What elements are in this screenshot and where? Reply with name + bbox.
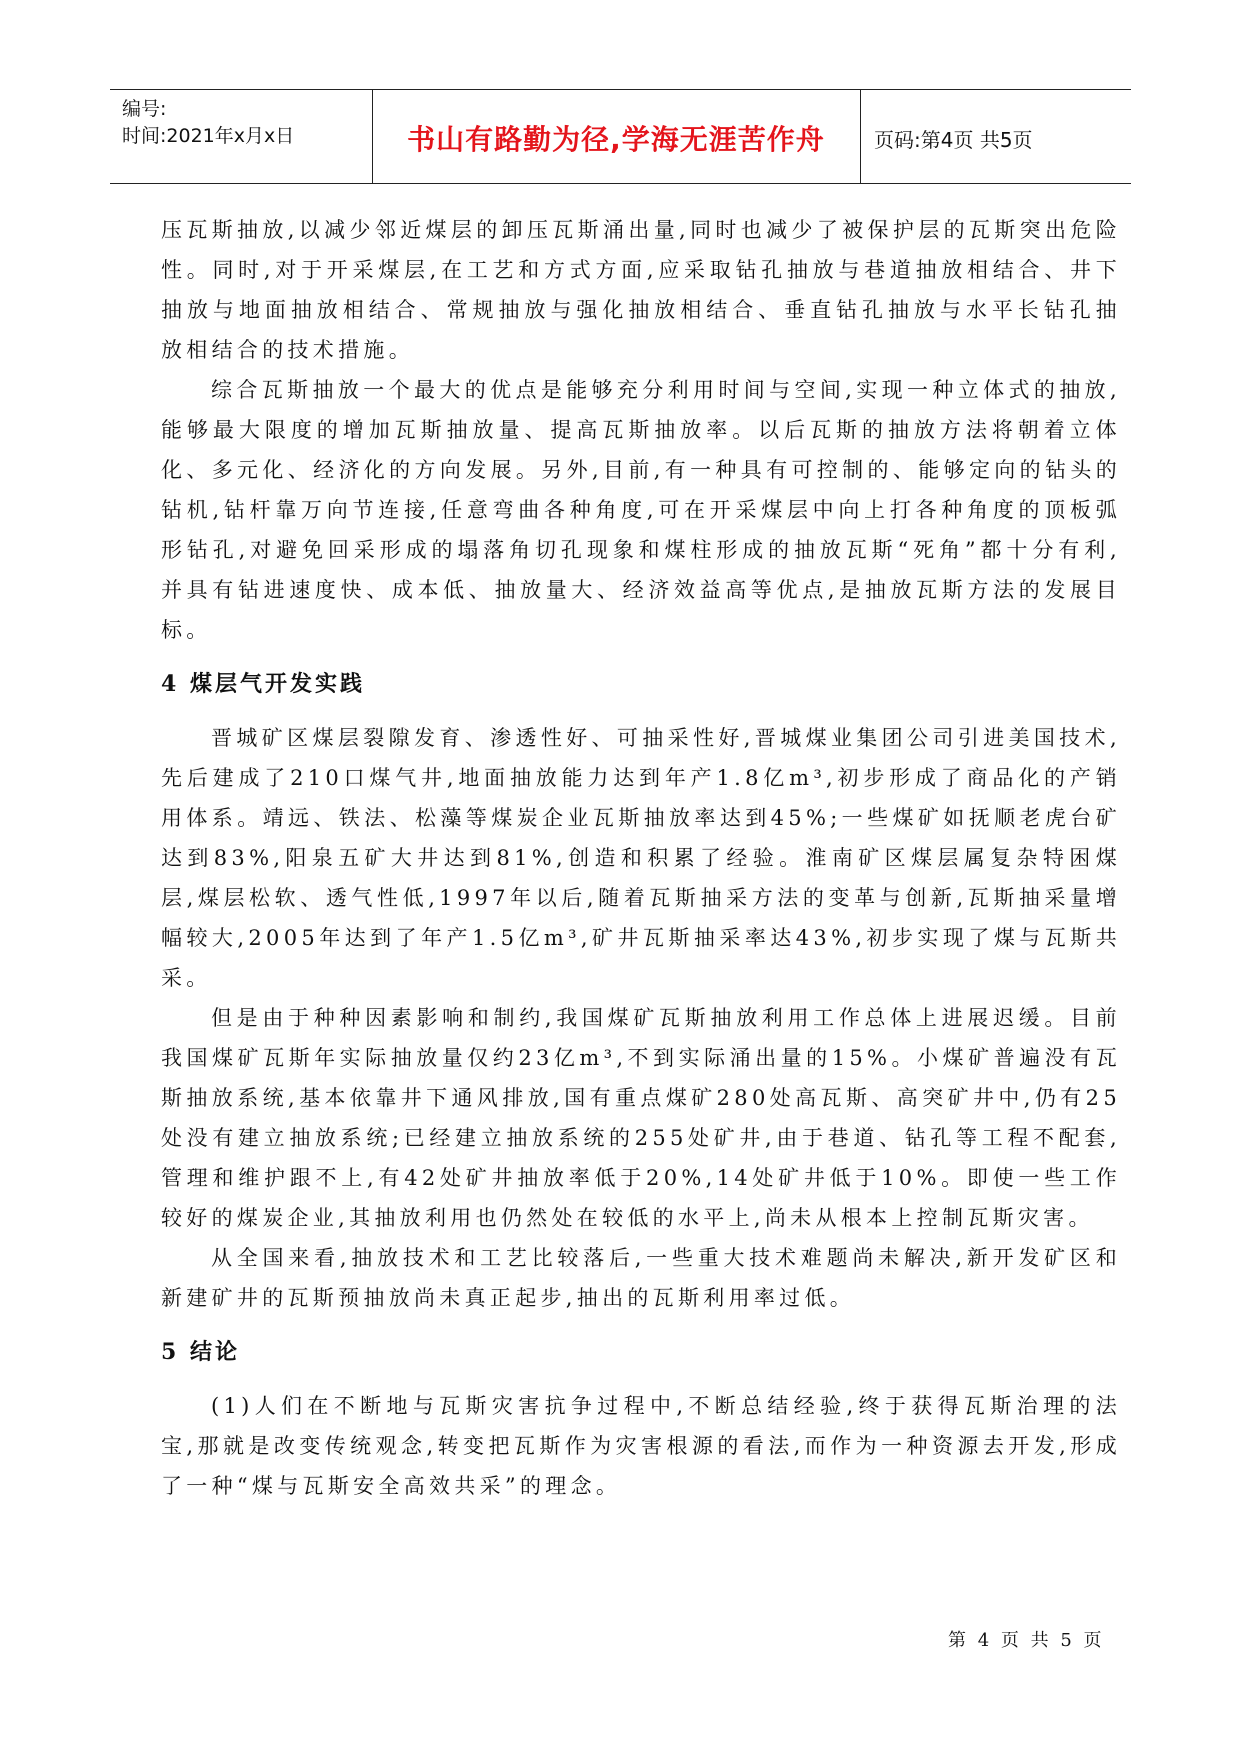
page-info: 页码:第4页 共5页 bbox=[874, 128, 1033, 152]
number-label: 编号: bbox=[122, 98, 167, 120]
paragraph: 压瓦斯抽放,以减少邻近煤层的卸压瓦斯涌出量,同时也减少了被保护层的瓦斯突出危险性。同时,对于开采煤层,在工艺和方式方面,应采取钻孔抽放与巷道抽放相结合、井下抽放与地面抽放相结合、常规抽放与强化抽放相结合、垂直钻孔抽放与水平长钻孔抽放相结合的技术措施。 bbox=[161, 218, 1121, 362]
paragraph: (1)人们在不断地与瓦斯灾害抗争过程中,不断总结经验,终于获得瓦斯治理的法宝,那就是改变传统观念,转变把瓦斯作为灾害根源的看法,而作为一种资源去开发,形成了一种“煤与瓦斯安全高效共采”的理念。 bbox=[161, 1394, 1121, 1498]
section-heading: 4 煤层气开发实践 bbox=[161, 671, 365, 697]
time-label: 时间:2021年x月x日 bbox=[122, 125, 295, 147]
header-middle-cell bbox=[372, 90, 861, 183]
motto: 书山有路勤为径,学海无涯苦作舟 bbox=[407, 123, 825, 156]
header-left-cell bbox=[110, 90, 373, 183]
section-heading: 5 结论 bbox=[161, 1339, 240, 1365]
paragraph: 晋城矿区煤层裂隙发育、渗透性好、可抽采性好,晋城煤业集团公司引进美国技术,先后建成了210口煤气井,地面抽放能力达到年产1.8亿m³,初步形成了商品化的产销用体系。靖远、铁法、松藻等煤炭企业瓦斯抽放率达到45%;一些煤矿如抚顺老虎台矿达到83%,阳泉五矿大井达到81%,创造和积累了经验。淮南矿区煤层属复杂特困煤层,煤层松软、透气性低,1997年以后,随着瓦斯抽采方法的变革与创新,瓦斯抽采量增幅较大,2005年达到了年产1.5亿m³,矿井瓦斯抽采率达43%,初步实现了煤与瓦斯共采。 bbox=[161, 726, 1121, 990]
document-body bbox=[161, 210, 1121, 1506]
page-header bbox=[110, 89, 1131, 184]
page-footer: 第 4 页 共 5 页 bbox=[948, 1630, 1105, 1651]
paragraph: 从全国来看,抽放技术和工艺比较落后,一些重大技术难题尚未解决,新开发矿区和新建矿井的瓦斯预抽放尚未真正起步,抽出的瓦斯利用率过低。 bbox=[161, 1246, 1121, 1310]
header-right-cell bbox=[860, 90, 1131, 183]
paragraph: 综合瓦斯抽放一个最大的优点是能够充分利用时间与空间,实现一种立体式的抽放,能够最大限度的增加瓦斯抽放量、提高瓦斯抽放率。以后瓦斯的抽放方法将朝着立体化、多元化、经济化的方向发展。另外,目前,有一种具有可控制的、能够定向的钻头的钻机,钻杆靠万向节连接,任意弯曲各种角度,可在开采煤层中向上打各种角度的顶板弧形钻孔,对避免回采形成的塌落角切孔现象和煤柱形成的抽放瓦斯“死角”都十分有利,并具有钻进速度快、成本低、抽放量大、经济效益高等优点,是抽放瓦斯方法的发展目标。 bbox=[161, 378, 1121, 642]
paragraph: 但是由于种种因素影响和制约,我国煤矿瓦斯抽放利用工作总体上进展迟缓。目前我国煤矿瓦斯年实际抽放量仅约23亿m³,不到实际涌出量的15%。小煤矿普遍没有瓦斯抽放系统,基本依靠井下通风排放,国有重点煤矿280处高瓦斯、高突矿井中,仍有25处没有建立抽放系统;已经建立抽放系统的255处矿井,由于巷道、钻孔等工程不配套,管理和维护跟不上,有42处矿井抽放率低于20%,14处矿井低于10%。即使一些工作较好的煤炭企业,其抽放利用也仍然处在较低的水平上,尚未从根本上控制瓦斯灾害。 bbox=[161, 1006, 1121, 1230]
